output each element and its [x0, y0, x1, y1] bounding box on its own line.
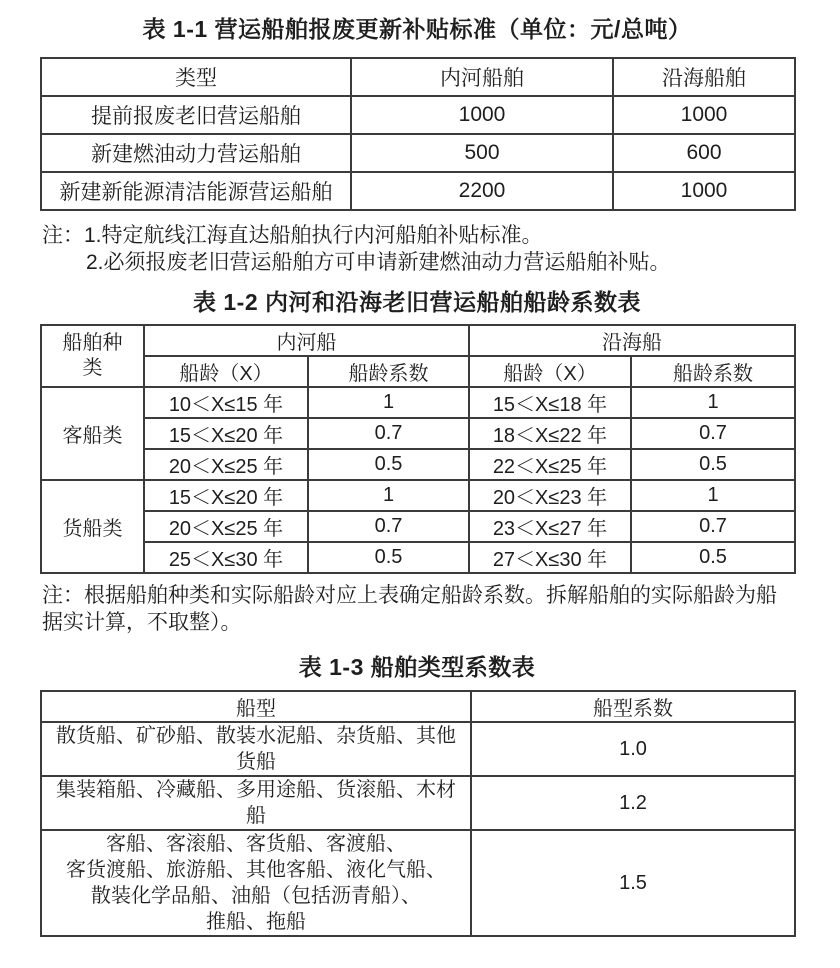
cell-inland-age: 15＜X≤20 年	[144, 418, 308, 449]
table-row	[41, 418, 795, 449]
table2-title: 表 1-2 内河和沿海老旧营运船舶船龄系数表	[192, 289, 642, 315]
table-row	[41, 172, 795, 210]
table1-header-coastal: 沿海船舶	[613, 58, 795, 96]
table-row	[41, 722, 795, 776]
cell-inland-age: 15＜X≤20 年	[144, 480, 308, 511]
cell-inland-coeff: 0.5	[308, 449, 469, 480]
cell-type-coeff: 1.0	[471, 722, 795, 776]
ship-types-line: 推船、拖船	[206, 911, 306, 933]
ship-category-label: 船舶种类	[62, 332, 123, 379]
table3-header-ship-type: 船型	[41, 691, 471, 722]
ship-types-line: 散货船、矿砂船、散装水泥船、杂货船、其他	[56, 725, 456, 747]
table-row	[41, 387, 795, 418]
cell-coastal-age: 23＜X≤27 年	[469, 511, 631, 542]
ship-types-line: 集装箱船、冷藏船、多用途船、货滚船、木材	[56, 779, 456, 801]
cell-ship-types	[41, 722, 471, 776]
cell-inland-value: 1000	[351, 96, 613, 134]
table2-header-coastal-group: 沿海船	[469, 325, 795, 356]
ship-types-line: 货船	[236, 751, 276, 773]
cell-type: 新建新能源清洁能源营运船舶	[41, 172, 351, 210]
table3-header-row	[41, 691, 795, 722]
cell-ship-types	[41, 830, 471, 936]
table1-notes	[42, 222, 798, 276]
ship-types-line: 客船、客滚船、客货船、客渡船、	[106, 833, 406, 855]
cell-coastal-age: 15＜X≤18 年	[469, 387, 631, 418]
table2-header-row-subs	[41, 356, 795, 387]
table1-header-type: 类型	[41, 58, 351, 96]
table2-note	[42, 582, 798, 636]
table-row	[41, 511, 795, 542]
cell-inland-value: 500	[351, 134, 613, 172]
table2-header-coastal-coeff: 船龄系数	[631, 356, 795, 387]
table-row	[41, 776, 795, 830]
table2-header-coastal-age: 船龄（X）	[469, 356, 631, 387]
table1-header-inland: 内河船舶	[351, 58, 613, 96]
cell-coastal-coeff: 0.5	[631, 449, 795, 480]
cell-inland-coeff: 1	[308, 480, 469, 511]
table2-header-ship-category	[41, 325, 144, 387]
table1-subsidy-standards	[40, 57, 796, 211]
cell-coastal-value: 1000	[613, 172, 795, 210]
table3-ship-type-coefficients	[40, 690, 796, 937]
cell-coastal-coeff: 0.5	[631, 542, 795, 573]
table2-ship-age-coefficients	[40, 324, 796, 574]
cell-coastal-age: 22＜X≤25 年	[469, 449, 631, 480]
cell-type: 提前报废老旧营运船舶	[41, 96, 351, 134]
table-row	[41, 96, 795, 134]
cell-inland-age: 20＜X≤25 年	[144, 449, 308, 480]
cell-inland-coeff: 0.5	[308, 542, 469, 573]
table3-header-coeff: 船型系数	[471, 691, 795, 722]
ship-types-line: 散装化学品船、油船（包括沥青船）、	[91, 885, 421, 907]
table2-header-inland-coeff: 船龄系数	[308, 356, 469, 387]
cell-coastal-coeff: 1	[631, 480, 795, 511]
note-line: 2.必须报废老旧营运船舶方可申请新建燃油动力营运船舶补贴。	[86, 251, 671, 274]
cell-ship-types	[41, 776, 471, 830]
cell-coastal-value: 600	[613, 134, 795, 172]
table-row	[41, 449, 795, 480]
table-row	[41, 134, 795, 172]
table2-header-inland-age: 船龄（X）	[144, 356, 308, 387]
cell-inland-coeff: 0.7	[308, 418, 469, 449]
table2-header-inland-group: 内河船	[144, 325, 469, 356]
table-row	[41, 480, 795, 511]
cell-inland-age: 10＜X≤15 年	[144, 387, 308, 418]
ship-types-line: 船	[246, 805, 266, 827]
cell-coastal-age: 18＜X≤22 年	[469, 418, 631, 449]
note-line: 注：根据船舶种类和实际船龄对应上表确定船龄系数。拆解船舶的实际船龄为船	[42, 584, 777, 607]
cell-inland-coeff: 1	[308, 387, 469, 418]
note-line: 注：1.特定航线江海直达船舶执行内河船舶补贴标准。	[42, 224, 543, 247]
cell-coastal-coeff: 0.7	[631, 418, 795, 449]
cell-type-coeff: 1.5	[471, 830, 795, 936]
table2-header-row-groups	[41, 325, 795, 356]
cell-coastal-age: 20＜X≤23 年	[469, 480, 631, 511]
cell-category-cargo: 货船类	[41, 480, 144, 573]
table-row	[41, 830, 795, 936]
cell-coastal-age: 27＜X≤30 年	[469, 542, 631, 573]
cell-inland-age: 25＜X≤30 年	[144, 542, 308, 573]
cell-category-passenger: 客船类	[41, 387, 144, 480]
cell-coastal-coeff: 1	[631, 387, 795, 418]
cell-inland-value: 2200	[351, 172, 613, 210]
cell-coastal-coeff: 0.7	[631, 511, 795, 542]
cell-inland-age: 20＜X≤25 年	[144, 511, 308, 542]
table-row	[41, 542, 795, 573]
cell-coastal-value: 1000	[613, 96, 795, 134]
table1-title: 表 1-1 营运船舶报废更新补贴标准（单位：元/总吨）	[142, 16, 692, 42]
cell-type-coeff: 1.2	[471, 776, 795, 830]
table3-title: 表 1-3 船舶类型系数表	[298, 654, 536, 680]
table1-header-row	[41, 58, 795, 96]
cell-type: 新建燃油动力营运船舶	[41, 134, 351, 172]
ship-types-line: 客货渡船、旅游船、其他客船、液化气船、	[66, 859, 446, 881]
note-line: 据实计算，不取整）。	[42, 611, 242, 634]
cell-inland-coeff: 0.7	[308, 511, 469, 542]
